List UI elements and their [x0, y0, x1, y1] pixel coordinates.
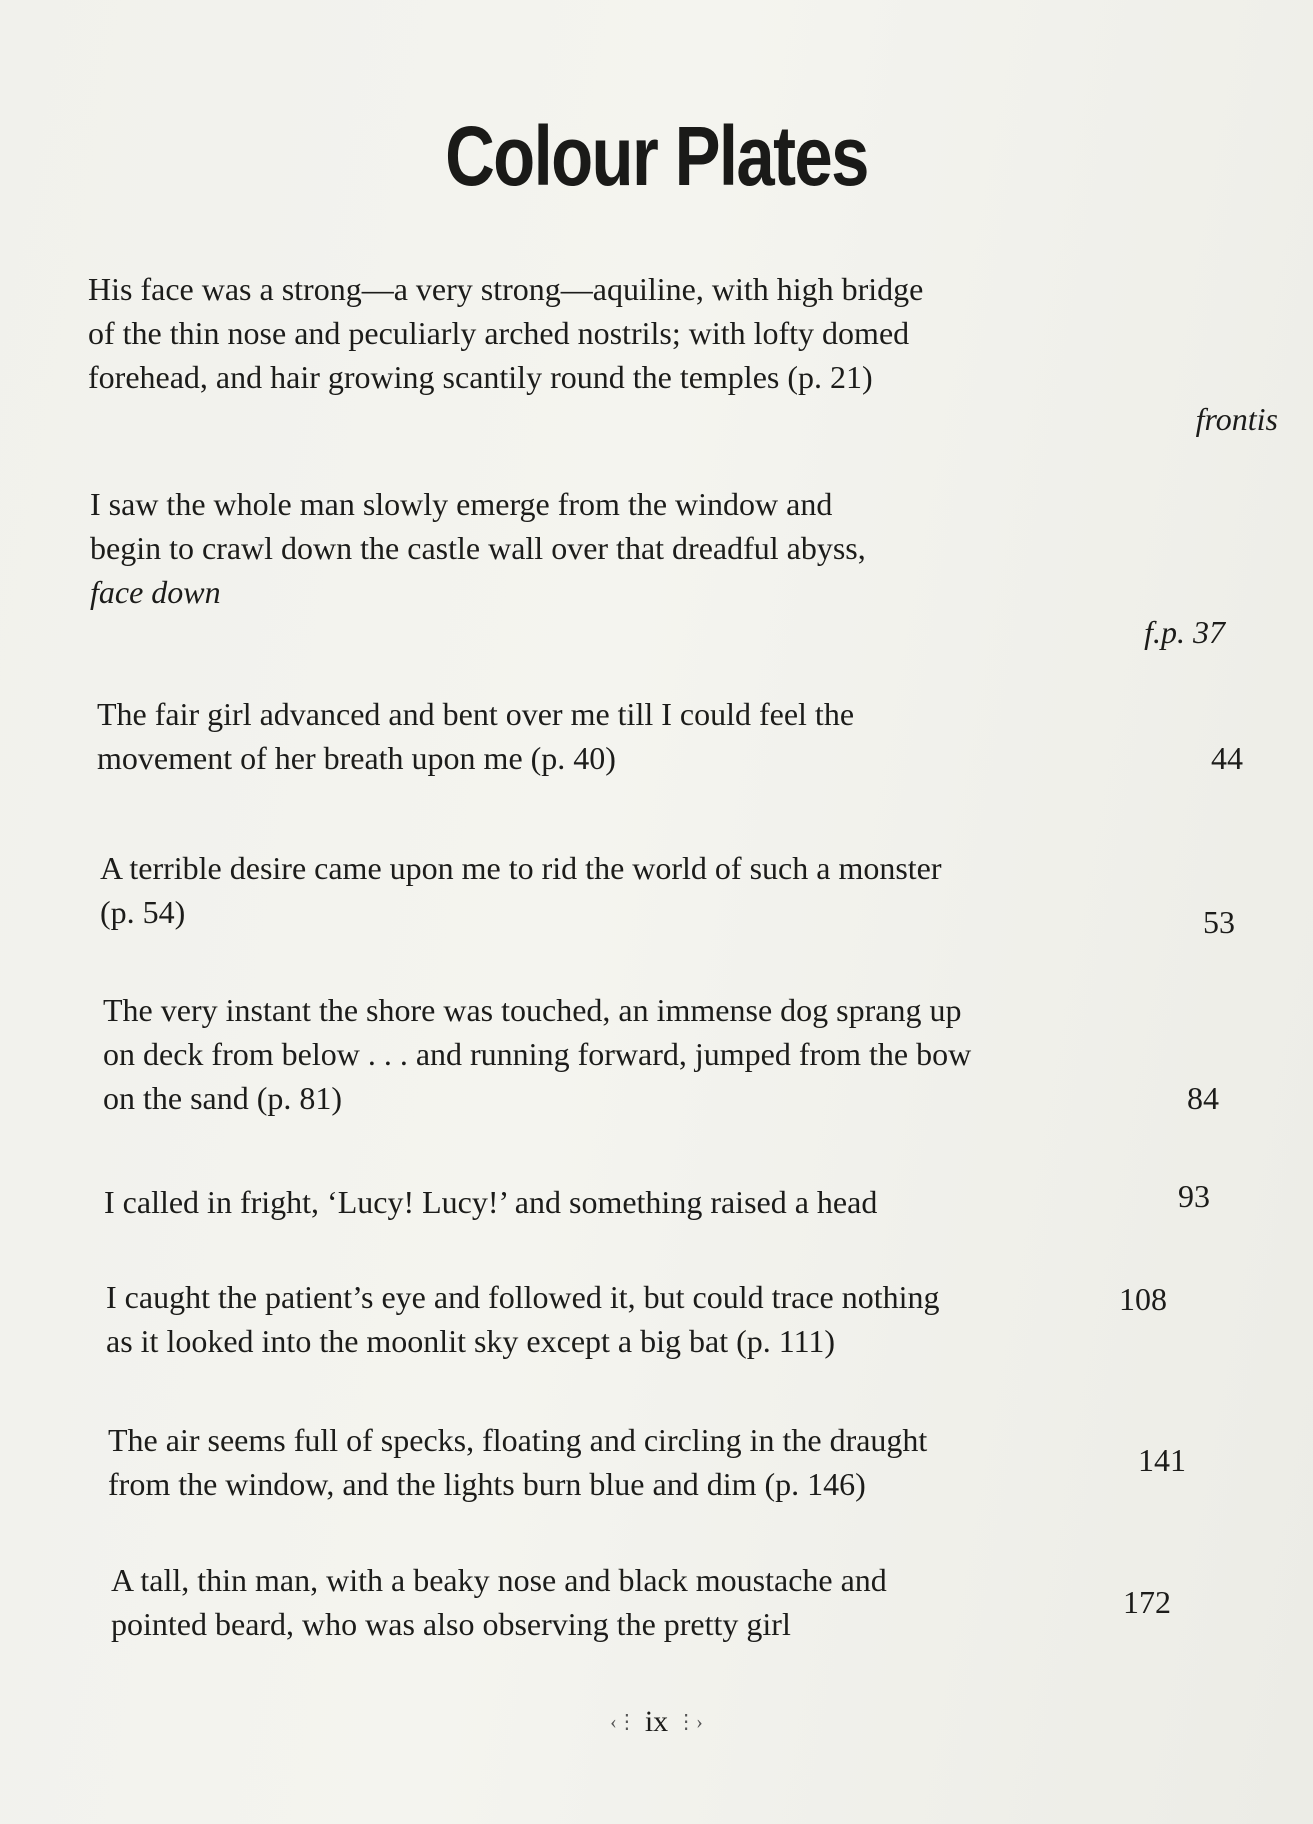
plate-entry: [90, 482, 1240, 650]
plate-page-ref: 108: [1119, 1281, 1167, 1317]
plate-entry: [108, 1418, 1258, 1506]
caption-line: forehead, and hair growing scantily round the temples (p. 21): [88, 359, 873, 395]
plate-entry: [103, 988, 1253, 1120]
caption-line: (p. 54): [100, 894, 186, 930]
caption-line: from the window, and the lights burn blue and dim (p. 146): [108, 1466, 866, 1502]
page-title: Colour Plates: [445, 109, 868, 203]
caption-line: movement of her breath upon me (p. 40): [97, 740, 616, 776]
caption-line: A tall, thin man, with a beaky nose and black moustache and: [111, 1562, 887, 1598]
page-number: [0, 1705, 1313, 1739]
caption-line: as it looked into the moonlit sky except a big bat (p. 111): [106, 1323, 836, 1359]
plate-entry: [100, 846, 1250, 940]
plate-page-ref: 93: [1178, 1178, 1210, 1214]
caption-line: of the thin nose and peculiarly arched nostrils; with lofty domed: [88, 315, 910, 351]
plate-page-ref: f.p. 37: [1144, 614, 1225, 650]
plate-page-ref: 44: [1211, 740, 1243, 776]
ornament-left-icon: ‹⋮: [610, 1711, 637, 1733]
plate-entry: [106, 1275, 1256, 1363]
caption-line: A terrible desire came upon me to rid the world of such a monster: [100, 850, 942, 886]
caption-line: The very instant the shore was touched, an immense dog sprang up: [103, 992, 962, 1028]
caption-line: pointed beard, who was also observing the pretty girl: [111, 1606, 791, 1642]
plate-page-ref: 172: [1123, 1584, 1171, 1620]
caption-line: The fair girl advanced and bent over me till I could feel the: [97, 696, 855, 732]
ornament-right-icon: ⋮›: [676, 1711, 703, 1733]
caption-line: I caught the patient’s eye and followed it, but could trace nothing: [106, 1279, 940, 1315]
caption-line: The air seems full of specks, floating and circling in the draught: [108, 1422, 928, 1458]
caption-line: begin to crawl down the castle wall over that dreadful abyss,: [90, 530, 866, 566]
plate-entry: [88, 267, 1288, 437]
plate-page-ref: 141: [1138, 1442, 1186, 1478]
plate-page-ref: 53: [1203, 904, 1235, 940]
caption-line: I saw the whole man slowly emerge from the window and: [90, 486, 833, 522]
caption-line: on deck from below . . . and running forward, jumped from the bow: [103, 1036, 972, 1072]
caption-line: face down: [90, 574, 221, 610]
plate-entry: [97, 692, 1247, 780]
folio-text: ix: [644, 1705, 669, 1738]
plate-entry: [111, 1558, 1261, 1646]
caption-line: on the sand (p. 81): [103, 1080, 343, 1116]
plate-page-ref: frontis: [1195, 401, 1278, 437]
caption-line: I called in fright, ‘Lucy! Lucy!’ and something raised a head: [104, 1184, 878, 1220]
plate-page-ref: 84: [1187, 1080, 1219, 1116]
caption-line: His face was a strong—a very strong—aquiline, with high bridge: [88, 271, 924, 307]
plate-entry: [104, 1180, 1254, 1224]
